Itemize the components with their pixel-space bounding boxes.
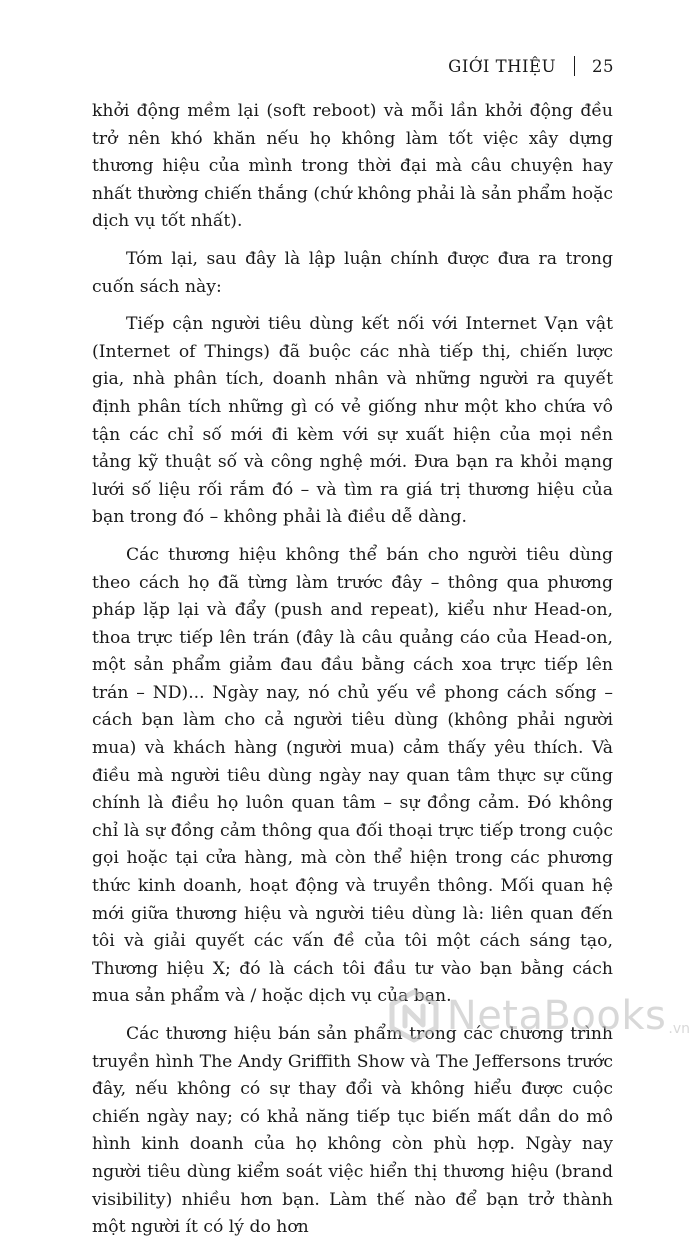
page-body bbox=[92, 98, 613, 1252]
watermark bbox=[387, 989, 690, 1043]
paragraph: Các thương hiệu không thể bán cho người tiêu dùng theo cách họ đã từng làm trước đây – thông qua phương pháp lặp lại và đẩy (push and repeat), kiểu như Head-on, thoa trực tiếp lên trán (đây là câu quảng cáo của Head-on, một sản phẩm giảm đau đầu bằng cách xoa trực tiếp lên trán – ND)... Ngày nay, nó chủ yếu về phong cách sống – cách bạn làm cho cả người tiêu dùng (không phải người mua) và khách hàng (người mua) cảm thấy yêu thích. Và điều mà người tiêu dùng ngày nay quan tâm thực sự cũng chính là điều họ luôn quan tâm – sự đồng cảm. Đó không chỉ là sự đồng cảm thông qua đối thoại trực tiếp trong cuộc gọi hoặc tại cửa hàng, mà còn thể hiện trong các phương thức kinh doanh, hoạt động và truyền thông. Mối quan hệ mới giữa thương hiệu và người tiêu dùng là: liên quan đến tôi và giải quyết các vấn đề của tôi một cách sáng tạo, Thương hiệu X; đó là cách tôi đầu tư vào bạn bằng cách mua sản phẩm và / hoặc dịch vụ của bạn. bbox=[92, 544, 613, 1007]
chapter-title: GIỚI THIỆU bbox=[448, 56, 556, 76]
watermark-suffix: .vn bbox=[668, 1021, 690, 1037]
running-header bbox=[448, 56, 614, 76]
paragraph-continued: khởi động mềm lại (soft reboot) và mỗi lần khởi động đều trở nên khó khăn nếu họ không làm tốt việc xây dựng thương hiệu của mình trong thời đại mà câu chuyện hay nhất thường chiến thắng (chứ không phải là sản phẩm hoặc dịch vụ tốt nhất). bbox=[92, 101, 613, 232]
page-number: 25 bbox=[592, 56, 614, 76]
paragraph: Các thương hiệu bán sản phẩm trong các chương trình truyền hình The Andy Griffith Show và The Jeffersons trước đây, nếu không có sự thay đổi và không hiểu được cuộc chiến ngày nay; có khả năng tiếp tục biến mất dần do mô hình kinh doanh của họ không còn phù hợp. Ngày nay người tiêu dùng kiểm soát việc hiển thị thương hiệu (brand visibility) nhiều hơn bạn. Làm thế nào để bạn trở thành một người ít có lý do hơn bbox=[92, 1024, 613, 1238]
paragraph: Tóm lại, sau đây là lập luận chính được đưa ra trong cuốn sách này: bbox=[92, 248, 613, 297]
watermark-brand: NetaBooks bbox=[446, 993, 667, 1039]
paragraph: Tiếp cận người tiêu dùng kết nối với Internet Vạn vật (Internet of Things) đã buộc các nhà tiếp thị, chiến lược gia, nhà phân tích, doanh nhân và những người ra quyết định phân tích những gì có vẻ giống như một kho chứa vô tận các chỉ số mới đi kèm với sự xuất hiện của mọi nền tảng kỹ thuật số và công nghệ mới. Đưa bạn ra khỏi mạng lưới số liệu rối rắm đó – và tìm ra giá trị thương hiệu của bạn trong đó – không phải là điều dễ dàng. bbox=[92, 314, 613, 528]
header-separator bbox=[574, 56, 575, 76]
netabooks-logo-icon bbox=[387, 989, 441, 1043]
